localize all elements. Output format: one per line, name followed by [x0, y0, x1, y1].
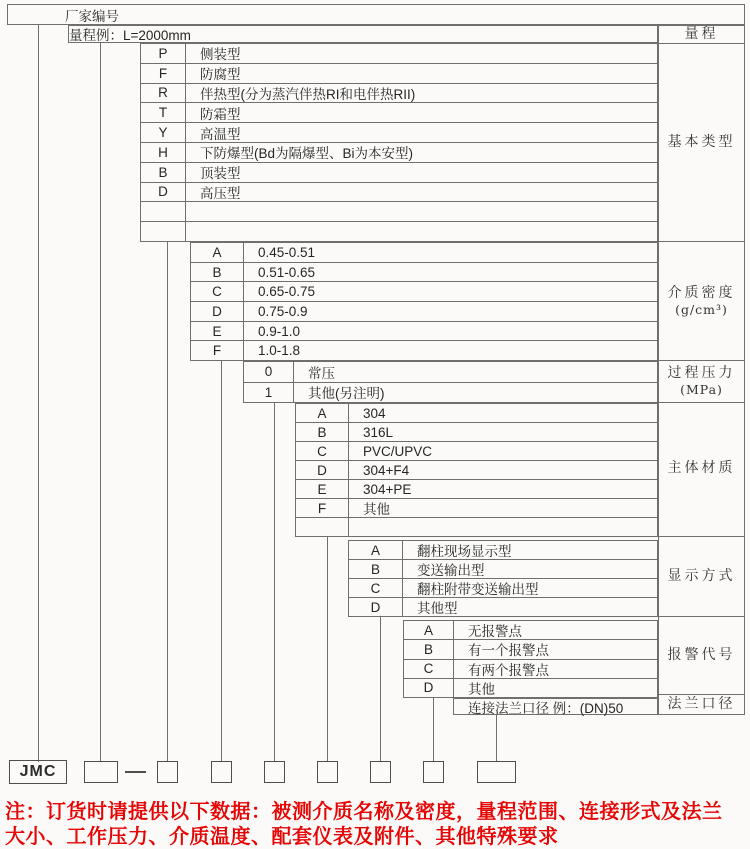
- table-row: [296, 442, 657, 461]
- category-label-basic-type: 基本类型: [659, 44, 744, 242]
- table-row: [244, 362, 657, 383]
- display-mode-table: [348, 540, 658, 617]
- code-cell: B: [349, 560, 403, 578]
- code-cell: [141, 222, 186, 241]
- code-cell: D: [404, 679, 454, 697]
- category-label-display-mode: 显示方式: [659, 537, 744, 618]
- table-row: [141, 222, 657, 241]
- table-row: [191, 302, 657, 322]
- code-box-flange: [477, 761, 516, 783]
- connector-line-basic-type: [167, 242, 168, 762]
- description-cell: 0.75-0.9: [258, 303, 308, 319]
- connector-line-manufacturer: [38, 25, 39, 762]
- table-row: [404, 640, 657, 659]
- connector-line-display: [380, 617, 381, 762]
- code-box-range: [84, 761, 118, 783]
- medium-density-table: [190, 242, 658, 361]
- description-cell: 其他: [363, 502, 390, 517]
- category-label-process-pressure: 过程压力 (MPa): [659, 361, 744, 403]
- table-row: [404, 621, 657, 640]
- connector-line-pressure: [274, 403, 275, 762]
- code-cell: A: [349, 541, 403, 559]
- description-cell: 下防爆型(Bd为隔爆型、Bi为本安型): [200, 146, 414, 162]
- code-cell: H: [141, 143, 186, 162]
- description-cell: 0.9-1.0: [258, 323, 301, 339]
- table-row: [404, 660, 657, 679]
- table-row: [191, 243, 657, 263]
- description-cell: [186, 202, 657, 221]
- code-cell: C: [404, 660, 454, 678]
- table-row: [296, 518, 657, 536]
- connector-line-range: [100, 43, 101, 762]
- code-cell: D: [141, 183, 186, 202]
- table-row: [296, 480, 657, 499]
- alarm-code-table: [403, 620, 658, 698]
- code-box-material: [317, 761, 338, 783]
- code-cell: F: [296, 499, 349, 517]
- description-cell: 316L: [363, 424, 394, 440]
- code-cell: D: [349, 598, 403, 616]
- manufacturer-number-label: 厂家编号: [65, 8, 119, 24]
- order-note-line-1: 注：订货时请提供以下数据：被测介质名称及密度，量程范围、连接形式及法兰: [5, 801, 723, 823]
- description-cell: [186, 222, 657, 241]
- description-cell: 有一个报警点: [468, 643, 549, 659]
- code-cell: C: [191, 282, 244, 301]
- code-cell: E: [296, 480, 349, 498]
- code-cell: B: [141, 163, 186, 182]
- description-cell: 有两个报警点: [468, 662, 549, 678]
- connector-line-alarm: [433, 698, 434, 762]
- table-row: [141, 183, 657, 203]
- description-cell: 常压: [308, 365, 335, 381]
- description-cell: 304+F4: [363, 462, 410, 478]
- process-pressure-table: [243, 361, 658, 403]
- table-row: [141, 123, 657, 143]
- dash-separator: [125, 771, 146, 773]
- description-cell: 伴热型(分为蒸汽伴热RI和电伴热RII): [200, 87, 416, 102]
- table-row: [296, 461, 657, 480]
- description-cell: 304+PE: [363, 481, 412, 497]
- description-cell: 防霜型: [200, 106, 241, 122]
- code-cell: D: [191, 302, 244, 321]
- basic-type-table: [140, 43, 658, 242]
- table-row: [349, 560, 657, 579]
- flange-size-row: [453, 698, 658, 715]
- code-cell: T: [141, 103, 186, 122]
- code-cell: C: [349, 579, 403, 597]
- connector-line-flange: [496, 715, 497, 762]
- connector-line-density: [221, 361, 222, 762]
- table-row: [296, 499, 657, 518]
- table-row: [191, 341, 657, 360]
- description-cell: 无报警点: [468, 624, 522, 640]
- description-cell: 304: [363, 405, 386, 421]
- description-cell: 变送输出型: [417, 563, 485, 578]
- code-cell: 0: [244, 362, 294, 382]
- table-row: [141, 143, 657, 163]
- code-cell: B: [404, 640, 454, 658]
- table-row: [349, 541, 657, 560]
- description-cell: 顶装型: [200, 166, 241, 182]
- table-row: [141, 202, 657, 222]
- body-material-table: [295, 403, 658, 537]
- table-row: [404, 679, 657, 697]
- code-cell: D: [296, 461, 349, 479]
- table-row: [349, 598, 657, 616]
- table-row: [141, 163, 657, 183]
- description-cell: 1.0-1.8: [258, 343, 301, 359]
- code-cell: F: [191, 341, 244, 360]
- code-cell: [141, 202, 186, 221]
- code-cell: B: [296, 423, 349, 441]
- table-row: [191, 282, 657, 302]
- range-example-row: [68, 25, 658, 43]
- code-cell: A: [404, 621, 454, 639]
- category-label-range: 量程: [659, 26, 744, 44]
- description-cell: 其他型: [417, 601, 458, 616]
- code-box-basic-type: [157, 761, 178, 783]
- code-cell: C: [296, 442, 349, 460]
- order-note-line-2: 大小、工作压力、介质温度、配套仪表及附件、其他特殊要求: [5, 826, 559, 848]
- jmc-prefix-label: JMC: [19, 763, 57, 780]
- description-cell: PVC/UPVC: [363, 443, 433, 459]
- description-cell: 翻柱现场显示型: [417, 544, 512, 559]
- code-cell: Y: [141, 123, 186, 142]
- table-row: [141, 84, 657, 104]
- category-labels-column: [658, 25, 745, 715]
- code-box-alarm: [423, 761, 444, 783]
- code-cell: F: [141, 64, 186, 83]
- connector-line-material: [327, 537, 328, 762]
- manufacturer-number-box: [7, 4, 745, 25]
- table-row: [141, 103, 657, 123]
- table-row: [296, 423, 657, 442]
- code-cell: P: [141, 44, 186, 63]
- code-cell: B: [191, 263, 244, 282]
- description-cell: 其他(另注明): [308, 386, 385, 402]
- code-cell: A: [296, 404, 349, 422]
- description-cell: 0.45-0.51: [258, 244, 316, 260]
- description-cell: [349, 518, 657, 536]
- description-cell: 高温型: [200, 126, 241, 142]
- jmc-prefix-box: [9, 760, 67, 784]
- description-cell: 高压型: [200, 185, 241, 201]
- description-cell: 其他: [468, 681, 495, 697]
- code-box-pressure: [264, 761, 285, 783]
- description-cell: 侧装型: [200, 47, 241, 63]
- table-row: [191, 263, 657, 283]
- code-box-display: [370, 761, 391, 783]
- table-row: [141, 64, 657, 84]
- flange-size-label: 连接法兰口径 例：(DN)50: [468, 700, 624, 716]
- table-row: [244, 383, 657, 403]
- description-cell: 翻柱附带变送输出型: [417, 582, 539, 597]
- category-label-body-material: 主体材质: [659, 403, 744, 537]
- description-cell: 防腐型: [200, 67, 241, 83]
- category-label-alarm-code: 报警代号: [659, 617, 744, 695]
- description-cell: 0.65-0.75: [258, 284, 316, 300]
- table-row: [191, 322, 657, 342]
- code-box-density: [211, 761, 232, 783]
- table-row: [349, 579, 657, 598]
- code-cell: 1: [244, 383, 294, 403]
- category-label-medium-density: 介质密度 (g/cm³): [659, 242, 744, 361]
- category-label-flange-size: 法兰口径: [667, 695, 736, 712]
- code-cell: R: [141, 84, 186, 103]
- description-cell: 0.51-0.65: [258, 264, 316, 280]
- code-cell: E: [191, 322, 244, 341]
- table-row: [141, 44, 657, 64]
- code-cell: [296, 518, 349, 536]
- code-cell: A: [191, 243, 244, 262]
- range-example-label: 量程例：L=2000mm: [69, 28, 191, 43]
- table-row: [296, 404, 657, 423]
